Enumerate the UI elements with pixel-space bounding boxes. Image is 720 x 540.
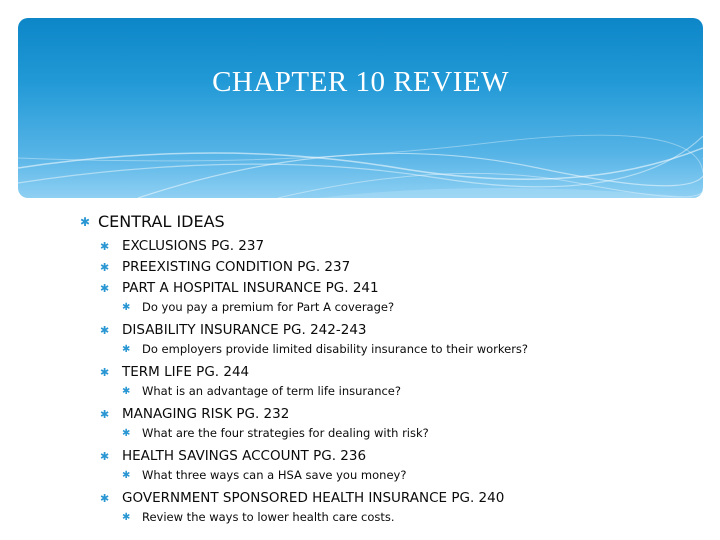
list-item-label: MANAGING RISK PG. 232 [122, 406, 290, 422]
list-item-label: PART A HOSPITAL INSURANCE PG. 241 [122, 280, 379, 296]
list-item [100, 404, 700, 425]
sub-question [122, 299, 700, 316]
list-item [100, 446, 700, 467]
asterisk-bullet-icon: ✱ [100, 408, 110, 421]
list-item [100, 278, 700, 299]
bullet-list [80, 210, 700, 530]
asterisk-bullet-icon: ✱ [122, 344, 131, 355]
list-item [100, 488, 700, 509]
asterisk-bullet-icon: ✱ [100, 261, 110, 274]
list-item-label: DISABILITY INSURANCE PG. 242-243 [122, 322, 367, 338]
asterisk-bullet-icon: ✱ [122, 302, 131, 313]
sub-question [122, 509, 700, 526]
asterisk-bullet-icon: ✱ [80, 215, 91, 229]
list-item-label: TERM LIFE PG. 244 [122, 364, 250, 380]
asterisk-bullet-icon: ✱ [100, 366, 110, 379]
sub-question-label: Review the ways to lower health care costs. [142, 510, 395, 524]
slide-title: CHAPTER 10 REVIEW [212, 66, 509, 98]
list-item [100, 236, 700, 257]
list-item-label: PREEXISTING CONDITION PG. 237 [122, 259, 351, 275]
main-topic-label: CENTRAL IDEAS [98, 212, 225, 231]
list-item-label: EXCLUSIONS PG. 237 [122, 238, 265, 254]
list-item-label: HEALTH SAVINGS ACCOUNT PG. 236 [122, 448, 367, 464]
list-item [100, 320, 700, 341]
sub-question [122, 341, 700, 358]
asterisk-bullet-icon: ✱ [122, 386, 131, 397]
asterisk-bullet-icon: ✱ [122, 512, 131, 523]
sub-question-label: What are the four strategies for dealing with risk? [142, 426, 429, 440]
sub-question-label: What is an advantage of term life insurance? [142, 384, 401, 398]
sub-question [122, 425, 700, 442]
title-banner [18, 18, 703, 198]
sub-question [122, 383, 700, 400]
sub-question-label: What three ways can a HSA save you money? [142, 468, 407, 482]
sub-question-label: Do employers provide limited disability insurance to their workers? [142, 342, 529, 356]
asterisk-bullet-icon: ✱ [122, 428, 131, 439]
asterisk-bullet-icon: ✱ [100, 492, 110, 505]
list-item [100, 257, 700, 278]
sub-question-label: Do you pay a premium for Part A coverage? [142, 300, 395, 314]
asterisk-bullet-icon: ✱ [100, 282, 110, 295]
main-topic [80, 210, 700, 234]
list-item [100, 362, 700, 383]
list-item-label: GOVERNMENT SPONSORED HEALTH INSURANCE PG. 240 [122, 490, 505, 506]
asterisk-bullet-icon: ✱ [100, 450, 110, 463]
asterisk-bullet-icon: ✱ [122, 470, 131, 481]
sub-question [122, 467, 700, 484]
asterisk-bullet-icon: ✱ [100, 240, 110, 253]
wave-decoration [18, 18, 703, 198]
asterisk-bullet-icon: ✱ [100, 324, 110, 337]
